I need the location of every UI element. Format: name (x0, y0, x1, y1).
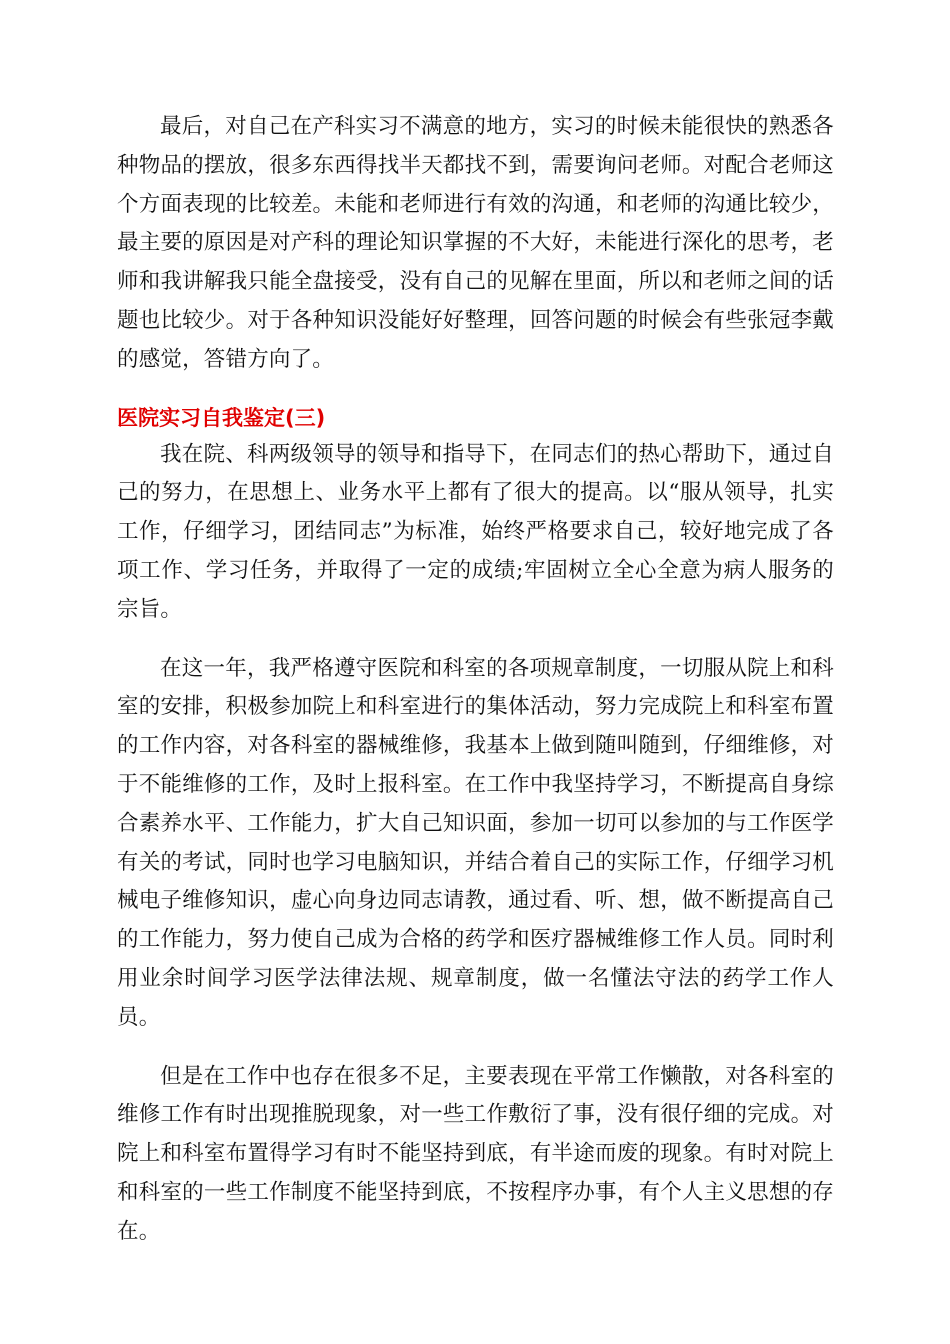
body-paragraph-3: 在这一年，我严格遵守医院和科室的各项规章制度，一切服从院上和科室的安排，积极参加院上和科室进行的集体活动，努力完成院上和科室布置的工作内容，对各科室的器械维修，我基本上做到随叫随到，仔细维修，对于不能维修的工作，及时上报科室。在工作中我坚持学习，不断提高自身综合素养水平、工作能力，扩大自己知识面，参加一切可以参加的与工作医学有关的考试，同时也学习电脑知识，并结合着自己的实际工作，仔细学习机械电子维修知识，虚心向身边同志请教，通过看、听、想，做不断提高自己的工作能力，努力使自己成为合格的药学和医疗器械维修工作人员。同时利用业余时间学习医学法律法规、规章制度，做一名懂法守法的药学工作人员。 (117, 655, 834, 1030)
body-paragraph-4: 但是在工作中也存在很多不足，主要表现在平常工作懒散，对各科室的维修工作有时出现推脱现象，对一些工作敷衍了事，没有很仔细的完成。对院上和科室布置得学习有时不能坚持到底，有半途而废的现象。有时对院上和科室的一些工作制度不能坚持到底，不按程序办事，有个人主义思想的存在。 (117, 1063, 834, 1244)
document-page (117, 108, 834, 1252)
body-paragraph-2: 我在院、科两级领导的领导和指导下，在同志们的热心帮助下，通过自己的努力，在思想上、业务水平上都有了很大的提高。以“服从领导，扎实工作，仔细学习，团结同志”为标准，始终严格要求自己，较好地完成了各项工作、学习任务，并取得了一定的成绩;牢固树立全心全意为病人服务的宗旨。 (117, 441, 834, 622)
section-heading: 医院实习自我鉴定(三) (117, 405, 326, 430)
body-paragraph-1: 最后，对自己在产科实习不满意的地方，实习的时候未能很快的熟悉各种物品的摆放，很多东西得找半天都找不到，需要询问老师。对配合老师这个方面表现的比较差。未能和老师进行有效的沟通，和老师的沟通比较少，最主要的原因是对产科的理论知识掌握的不大好，未能进行深化的思考，老师和我讲解我只能全盘接受，没有自己的见解在里面，所以和老师之间的话题也比较少。对于各种知识没能好好整理，回答问题的时候会有些张冠李戴的感觉，答错方向了。 (117, 114, 834, 372)
